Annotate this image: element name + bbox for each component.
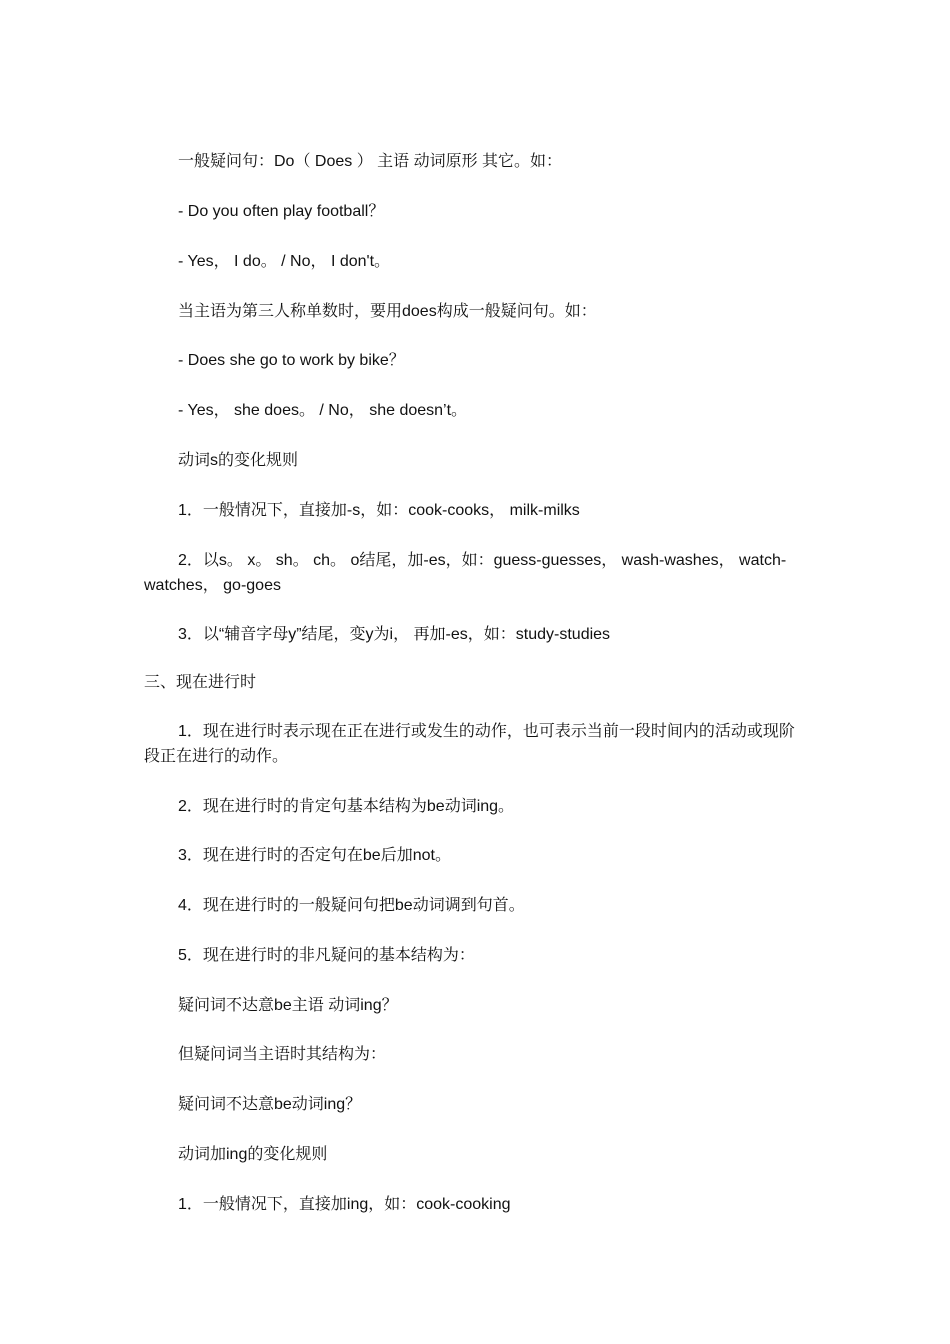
paragraph-special-question-formula: 疑问词不达意be主语 动词ing？ xyxy=(178,997,398,1014)
paragraph-example-answer-does: - Yes， she does。 / No， she doesn’t。 xyxy=(178,402,468,419)
paragraph-negative-structure: 3．现在进行时的否定句在be后加not。 xyxy=(178,847,451,864)
paragraph-third-person-rule: 当主语为第三人称单数时，要用does构成一般疑问句。如： xyxy=(178,303,597,320)
paragraph-verb-s-rules-heading: 动词s的变化规则 xyxy=(178,452,299,469)
paragraph-rule-2-add-es: 2．以s。 x。 sh。 ch。 o结尾，加-es，如：guess-guesses， wash-washes， watch-watches， go-goes xyxy=(144,552,787,594)
paragraph-rule-3-y-to-ies: 3．以“辅音字母y”结尾，变y为i， 再加-es，如：study-studies xyxy=(178,626,611,643)
paragraph-example-answer-do: - Yes， I do。 / No， I don't。 xyxy=(178,253,391,270)
paragraph-subject-question-formula: 疑问词不达意be动词ing？ xyxy=(178,1096,362,1113)
paragraph-subject-question-intro: 但疑问词当主语时其结构为： xyxy=(178,1046,387,1063)
paragraph-example-question-bike: - Does she go to work by bike？ xyxy=(178,352,405,369)
section-heading-present-continuous: 三、现在进行时 xyxy=(144,674,257,691)
paragraph-verb-ing-rules-heading: 动词加ing的变化规则 xyxy=(178,1146,328,1163)
paragraph-affirmative-structure: 2．现在进行时的肯定句基本结构为be动词ing。 xyxy=(178,798,515,815)
paragraph-present-continuous-meaning: 1．现在进行时表示现在正在进行或发生的动作，也可表示当前一段时间内的活动或现阶段正在进行的动作。 xyxy=(144,723,795,765)
paragraph-special-question-structure: 5．现在进行时的非凡疑问的基本结构为： xyxy=(178,947,475,964)
paragraph-general-question-be: 4．现在进行时的一般疑问句把be动词调到句首。 xyxy=(178,897,525,914)
paragraph-ing-rule-1: 1．一般情况下，直接加ing，如：cook-cooking xyxy=(178,1196,511,1213)
paragraph-general-question-structure: 一般疑问句：Do（ Does ） 主语 动词原形 其它。如： xyxy=(178,153,563,170)
paragraph-example-question-football: - Do you often play football？ xyxy=(178,203,385,220)
paragraph-rule-1-add-s: 1．一般情况下，直接加-s，如：cook-cooks， milk-milks xyxy=(178,502,580,519)
